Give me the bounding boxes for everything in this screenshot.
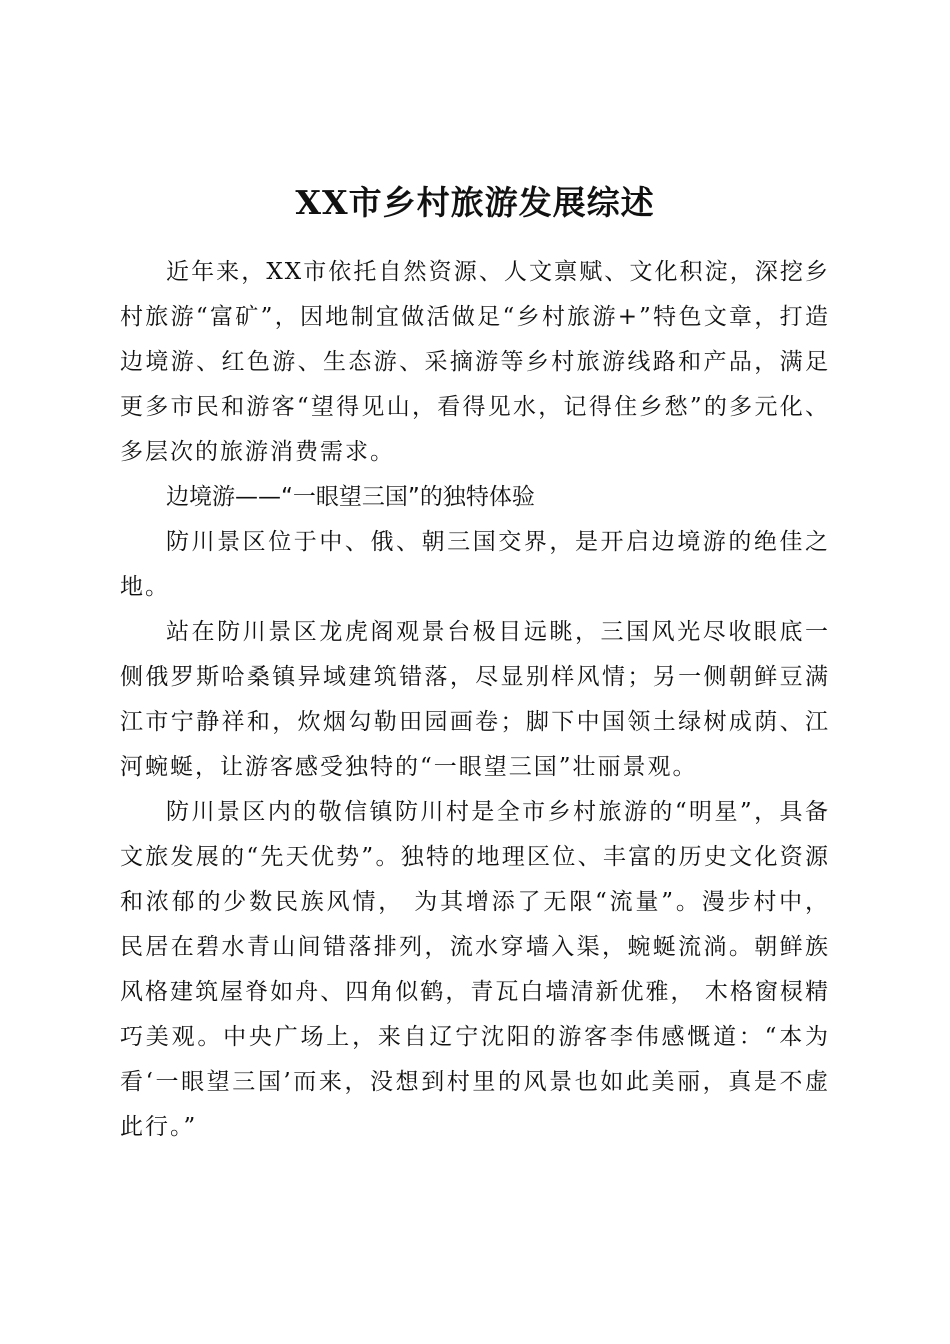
document-title: XX市乡村旅游发展综述 <box>295 183 655 222</box>
document-body <box>120 250 830 1150</box>
section-heading: 边境游——“一眼望三国”的独特体验 <box>166 484 535 510</box>
body-paragraph: 防川景区内的敬信镇防川村是全市乡村旅游的“明星”，具备文旅发展的“先天优势”。独特的地理区位、丰富的历史文化资源和浓郁的少数民族风情， 为其增添了无限“流量”。漫步村中，民居在碧水青山间错落排列，流水穿墙入渠，蜿蜒流淌。朝鲜族风格建筑屋脊如舟、四角似鹤，青瓦白墙清新优雅， 木格窗棂精巧美观。中央广场上，来自辽宁沈阳的游客李伟感慨道：“本为看‘一眼望三国’而来，没想到村里的风景也如此美丽，真是不虚此行。” <box>120 799 830 1140</box>
document-page <box>120 0 830 1344</box>
body-paragraph: 站在防川景区龙虎阁观景台极目远眺，三国风光尽收眼底一侧俄罗斯哈桑镇异域建筑错落，尽显别样风情；另一侧朝鲜豆满江市宁静祥和，炊烟勾勒田园画卷；脚下中国领土绿树成荫、江河蜿蜒，让游客感受独特的“一眼望三国”壮丽景观。 <box>120 619 830 780</box>
body-paragraph: 防川景区位于中、俄、朝三国交界，是开启边境游的绝佳之地。 <box>120 529 830 600</box>
intro-paragraph: 近年来，XX市依托自然资源、人文禀赋、文化积淀，深挖乡村旅游“富矿”，因地制宜做活做足“乡村旅游+”特色文章，打造边境游、红色游、生态游、采摘游等乡村旅游线路和产品，满足更多市民和游客“望得见山，看得见水，记得住乡愁”的多元化、多层次的旅游消费需求。 <box>120 259 830 465</box>
